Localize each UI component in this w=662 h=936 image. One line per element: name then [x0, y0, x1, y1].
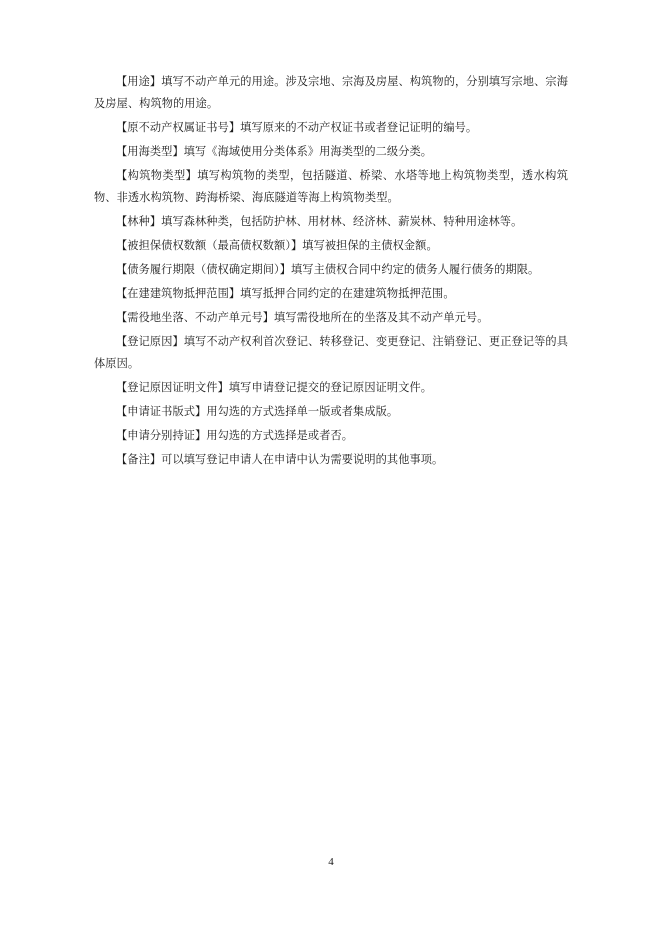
term-label: 【登记原因】	[116, 335, 184, 348]
paragraph-certificate-format	[94, 401, 568, 423]
term-label: 【林种】	[116, 215, 162, 228]
paragraph-original-certificate-number	[94, 117, 568, 139]
paragraph-reason-proof-document	[94, 377, 568, 399]
term-label: 【被担保债权数额（最高债权数额）】	[116, 239, 303, 252]
term-description: 用勾选的方式选择单一版或者集成版。	[206, 405, 399, 418]
paragraph-sea-use-type	[94, 141, 568, 163]
term-label: 【需役地坐落、不动产单元号】	[116, 311, 275, 324]
page-number: 4	[328, 856, 334, 868]
term-label: 【用途】	[116, 75, 162, 88]
term-description: 填写森林种类，包括防护林、用材林、经济林、薪炭林、特种用途林等。	[161, 215, 523, 228]
term-label: 【申请证书版式】	[116, 405, 207, 418]
term-description: 填写主债权合同中约定的债务人履行债务的期限。	[291, 263, 540, 276]
term-description: 填写被担保的主债权金额。	[302, 239, 438, 252]
term-description: 用勾选的方式选择是或者否。	[206, 429, 354, 442]
document-body	[94, 71, 568, 473]
term-label: 【构筑物类型】	[116, 169, 198, 182]
paragraph-secured-claim-amount	[94, 235, 568, 257]
term-label: 【备注】	[116, 453, 162, 466]
paragraph-mortgage-scope	[94, 283, 568, 305]
term-description: 可以填写登记申请人在申请中认为需要说明的其他事项。	[161, 453, 444, 466]
paragraph-remarks	[94, 449, 568, 471]
term-description: 填写申请登记提交的登记原因证明文件。	[228, 381, 433, 394]
paragraph-usage	[94, 71, 568, 115]
term-label: 【登记原因证明文件】	[116, 381, 229, 394]
term-label: 【在建建筑物抵押范围】	[116, 287, 241, 300]
term-label: 【原不动产权属证书号】	[116, 121, 241, 134]
paragraph-structure-type	[94, 165, 568, 209]
term-description: 填写不动产权利首次登记、转移登记、变更登记、注销登记、更正登记等的具体原因。	[94, 335, 568, 370]
term-description: 填写构筑物的类型，包括隧道、桥梁、水塔等地上构筑物类型，透水构筑物、非透水构筑物、跨海桥梁、海底隧道等海上构筑物类型。	[94, 169, 569, 204]
paragraph-dominant-land-location	[94, 307, 568, 329]
term-description: 填写不动产单元的用途。涉及宗地、宗海及房屋、构筑物的，分别填写宗地、宗海及房屋、构筑物的用途。	[94, 75, 568, 110]
paragraph-debt-performance-period	[94, 259, 568, 281]
paragraph-separate-certificates	[94, 425, 568, 447]
term-description: 填写原来的不动产权证书或者登记证明的编号。	[240, 121, 478, 134]
paragraph-forest-type	[94, 211, 568, 233]
term-description: 填写《海域使用分类体系》用海类型的二级分类。	[183, 145, 433, 158]
paragraph-registration-reason	[94, 331, 568, 375]
term-description: 填写抵押合同约定的在建建筑物抵押范围。	[240, 287, 455, 300]
term-label: 【债务履行期限（债权确定期间）】	[116, 263, 292, 276]
term-description: 填写需役地所在的坐落及其不动产单元号。	[274, 311, 489, 324]
term-label: 【申请分别持证】	[116, 429, 207, 442]
term-label: 【用海类型】	[116, 145, 184, 158]
